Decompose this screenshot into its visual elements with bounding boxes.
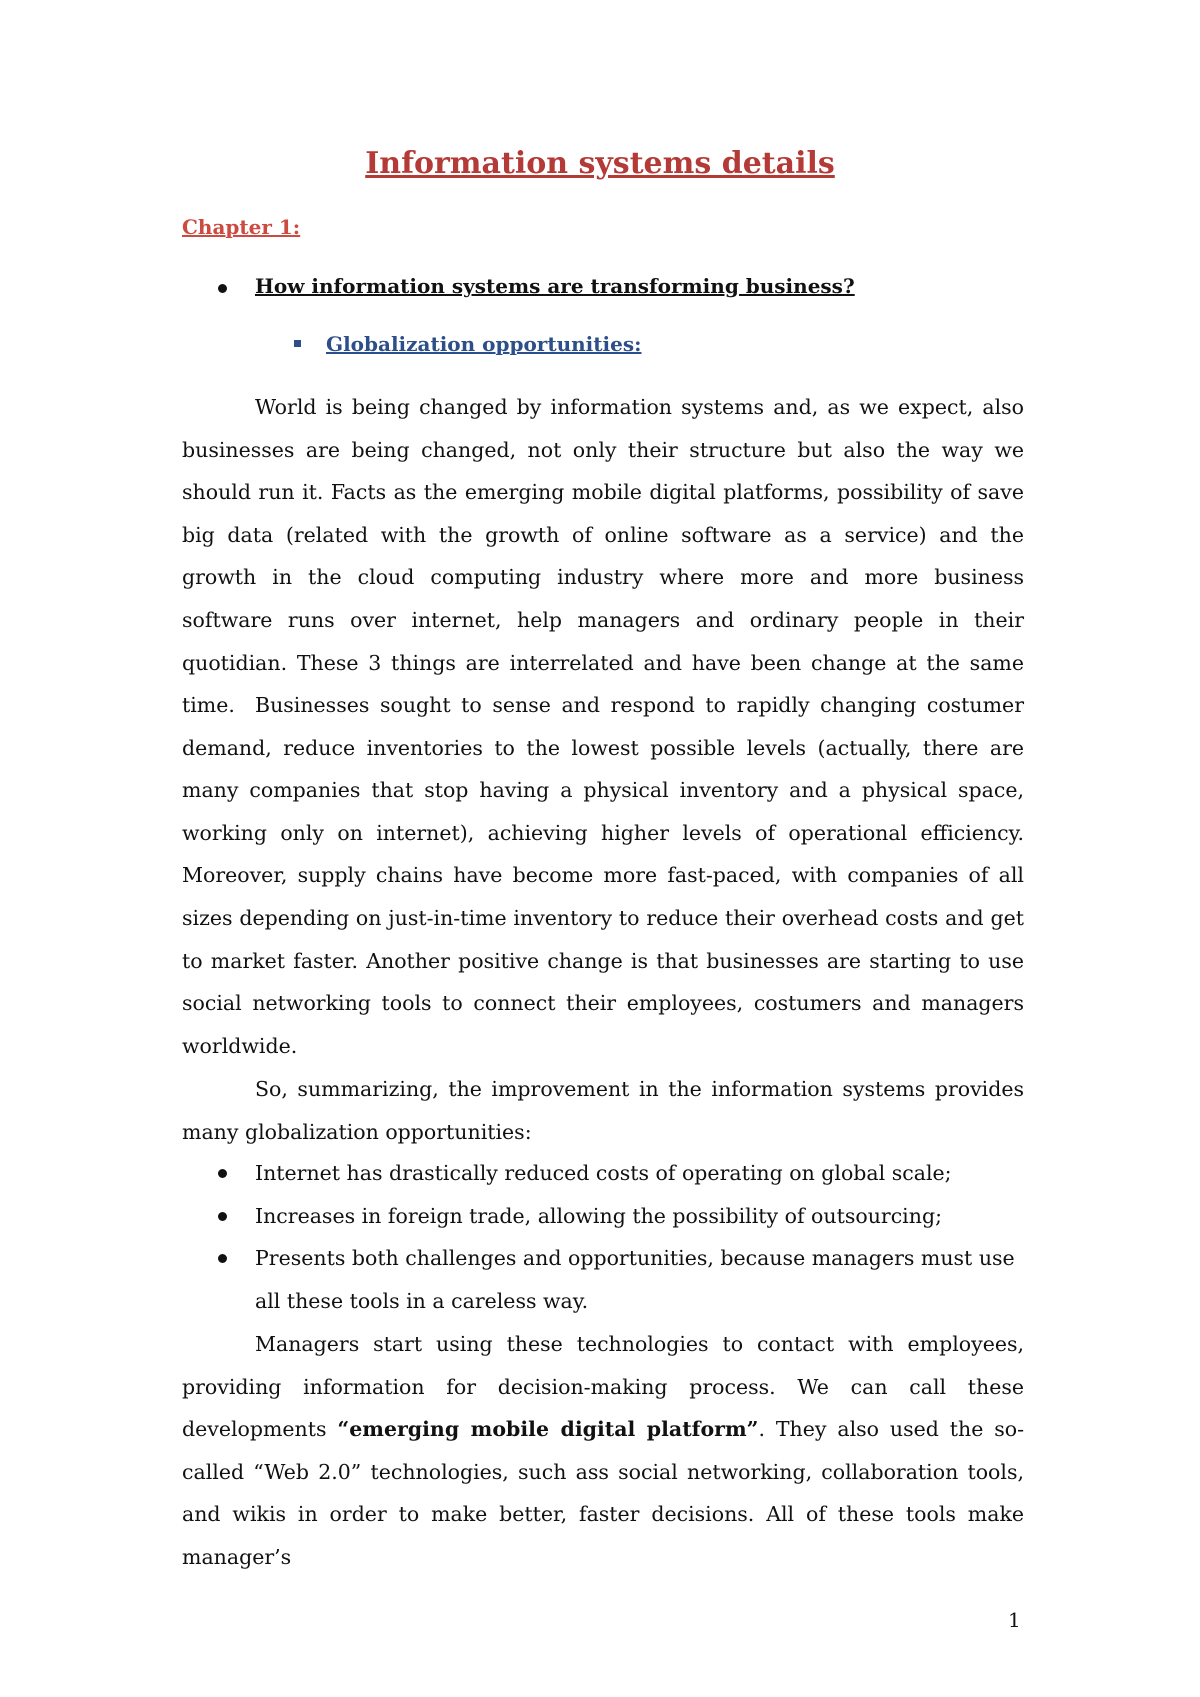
paragraph-2 [182, 684, 1024, 1067]
paragraph-4-text [182, 1323, 1024, 1579]
list-item-text: Presents both challenges and opportunities, because managers must use all these tools in a careless way. [255, 1246, 1015, 1313]
bullet-icon [218, 1169, 227, 1178]
list-item-text: Increases in foreign trade, allowing the possibility of outsourcing; [255, 1203, 942, 1228]
paragraph-1-text: World is being changed by information systems and, as we expect, also businesses are being changed, not only their structure but also the way we should run it. Facts as the emerging mobile digital platforms, possibility of save big data (related with the growth of online software as a service) and the growth in the cloud computing industry where more and more business software runs over internet, help managers and ordinary people in their quotidian. These 3 things are interrelated and have been change at the same time. [182, 395, 1024, 718]
document-title: Information systems details [365, 146, 835, 181]
paragraph-2-text: Businesses sought to sense and respond to rapidly changing costumer demand, reduce inventories to the lowest possible levels (actually, there are many companies that stop having a physical inventory and a physical space, working only on internet), achieving higher levels of operational efficiency. Moreover, supply chains have become more fast-paced, with companies of all sizes depending on just-in-time inventory to reduce their overhead costs and get to market faster. Another positive change is that businesses are starting to use social networking tools to connect their employees, costumers and managers worldwide. [182, 693, 1024, 1058]
section-heading: How information systems are transforming business? [255, 274, 855, 298]
bullet-list [218, 1152, 1024, 1322]
paragraph-4-tail: . They also used the so-called “Web 2.0” technologies, such ass social networking, collaboration tools, and wikis in order to make better, faster decisions. All of these tools make manager’s [182, 1417, 1025, 1569]
paragraph-4-lead: Managers start using these technologies to contact with employees, providing information for decision-making process. We can call these developments [182, 1332, 1024, 1442]
chapter-heading: Chapter 1: [182, 215, 301, 239]
paragraph-3-text: So, summarizing, the improvement in the information systems provides many globalization opportunities: [182, 1077, 1024, 1144]
list-item [218, 1152, 1024, 1195]
square-bullet-icon [294, 340, 301, 347]
list-item-text: Internet has drastically reduced costs of operating on global scale; [255, 1161, 952, 1185]
paragraph-1 [182, 386, 1024, 727]
bullet-icon [218, 284, 227, 293]
page-number: 1 [1008, 1608, 1021, 1632]
paragraph-4 [182, 1323, 1024, 1579]
paragraph-3 [182, 1068, 1024, 1153]
bullet-icon [218, 1212, 227, 1221]
emphasis-term: “emerging mobile digital platform” [337, 1417, 759, 1442]
list-item [218, 1195, 1024, 1238]
subsection-heading: Globalization opportunities: [326, 332, 642, 356]
bullet-icon [218, 1254, 227, 1263]
list-item [218, 1237, 1024, 1322]
